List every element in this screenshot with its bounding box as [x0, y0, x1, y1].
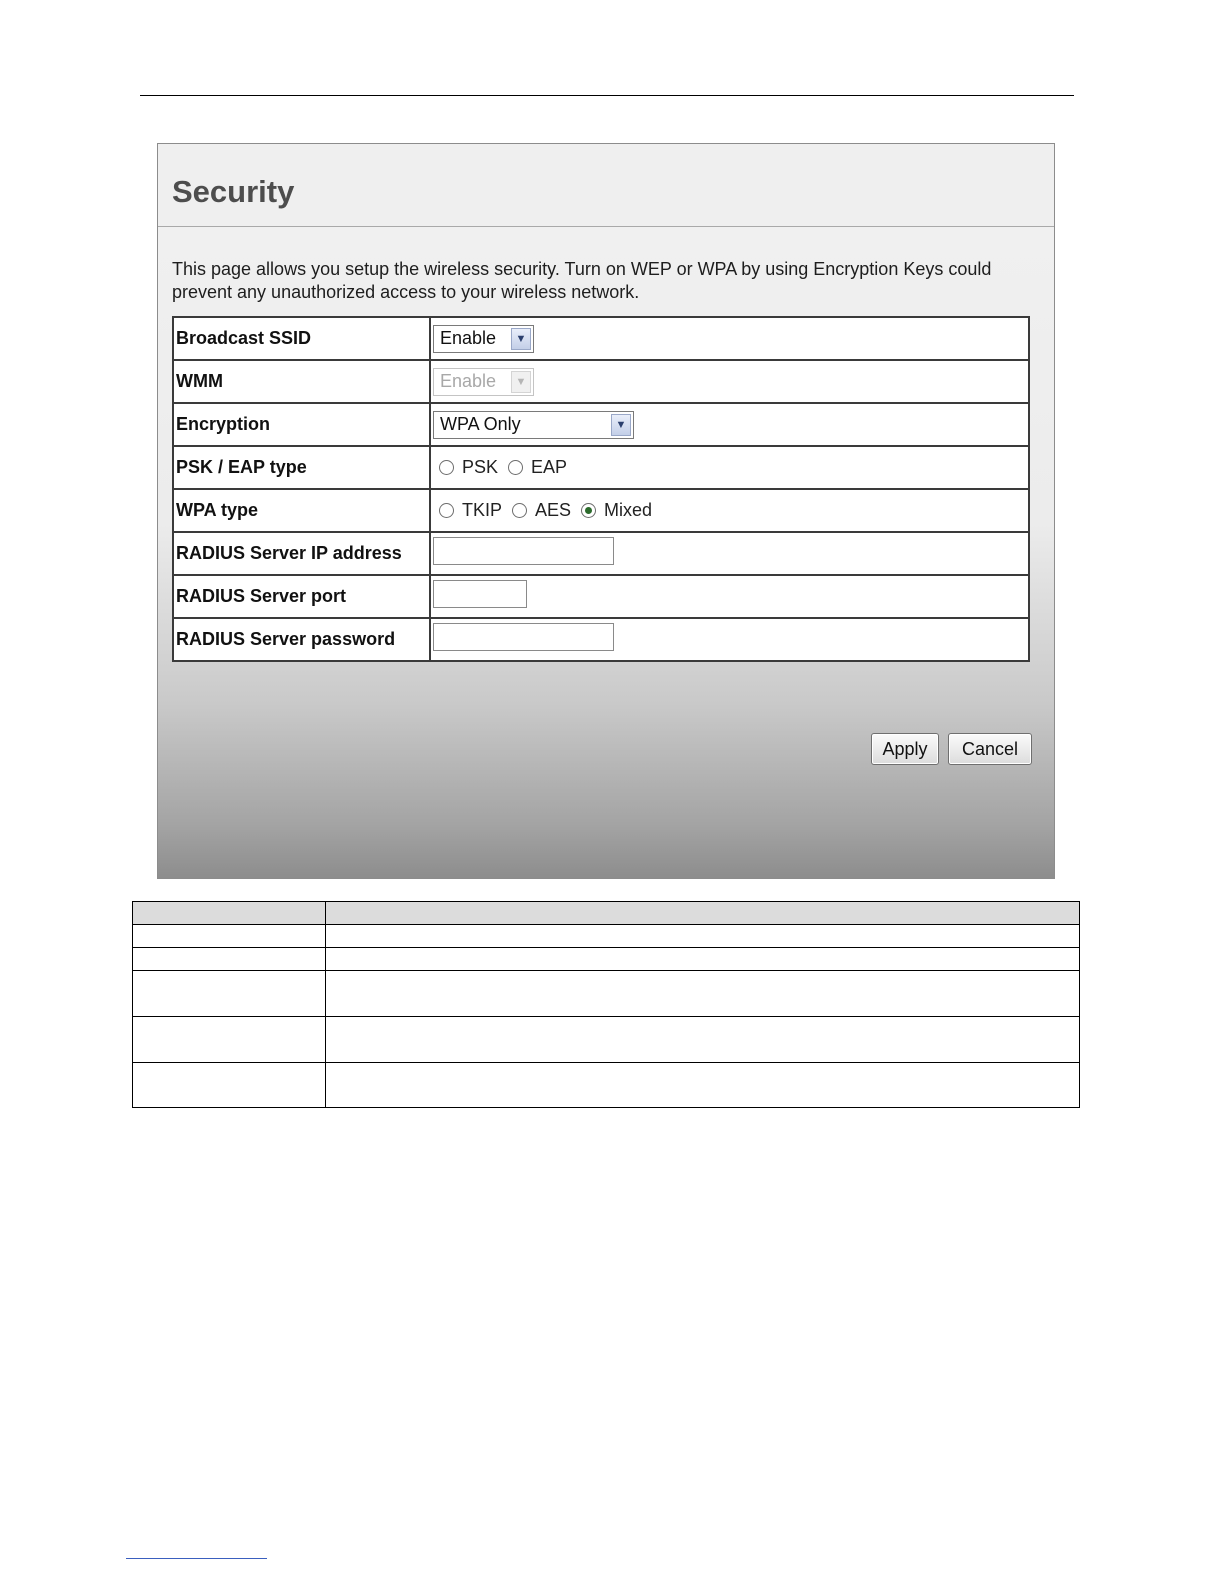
wpa-type-label: WPA type	[173, 489, 430, 532]
apply-button[interactable]: Apply	[871, 733, 939, 765]
tkip-radio[interactable]	[439, 503, 454, 518]
radius-password-input[interactable]	[433, 623, 614, 651]
row-radius-password	[173, 618, 1029, 661]
table-row	[133, 971, 1080, 1017]
psk-eap-radio-group	[433, 457, 1028, 478]
header-rule	[140, 95, 1074, 96]
row-wpa-type	[173, 489, 1029, 532]
encryption-select[interactable]: WPA Only ▼	[433, 411, 634, 439]
page-title: Security	[172, 174, 295, 209]
aes-radio-label: AES	[535, 500, 572, 520]
radius-password-label: RADIUS Server password	[173, 618, 430, 661]
chevron-down-icon: ▼	[511, 328, 531, 350]
chevron-down-icon: ▼	[511, 371, 531, 393]
radius-ip-input[interactable]	[433, 537, 614, 565]
row-radius-port	[173, 575, 1029, 618]
tkip-radio-label: TKIP	[462, 500, 503, 520]
chevron-down-icon: ▼	[611, 414, 631, 436]
encryption-label: Encryption	[173, 403, 430, 446]
psk-radio-label: PSK	[462, 457, 499, 477]
row-broadcast-ssid	[173, 317, 1029, 360]
security-form-table	[172, 316, 1030, 662]
page-description: This page allows you setup the wireless security. Turn on WEP or WPA by using Encryption Keys could prevent any unauthorized access to your wireless network.	[172, 259, 992, 302]
radius-ip-label: RADIUS Server IP address	[173, 532, 430, 575]
eap-radio[interactable]	[508, 460, 523, 475]
broadcast-ssid-select[interactable]: Enable ▼	[433, 325, 534, 353]
table-row	[133, 948, 1080, 971]
wpa-type-radio-group	[433, 500, 1028, 521]
psk-radio[interactable]	[439, 460, 454, 475]
radius-port-input[interactable]	[433, 580, 527, 608]
psk-eap-type-label: PSK / EAP type	[173, 446, 430, 489]
row-encryption	[173, 403, 1029, 446]
mixed-radio[interactable]	[581, 503, 596, 518]
radius-port-label: RADIUS Server port	[173, 575, 430, 618]
aes-radio[interactable]	[512, 503, 527, 518]
eap-radio-label: EAP	[531, 457, 568, 477]
table-header-row	[133, 902, 1080, 925]
wmm-label: WMM	[173, 360, 430, 403]
wmm-select: Enable ▼	[433, 368, 534, 396]
cancel-button[interactable]: Cancel	[948, 733, 1032, 765]
mixed-radio-label: Mixed	[604, 500, 653, 520]
table-row	[133, 1063, 1080, 1108]
security-panel	[157, 143, 1055, 879]
table-row	[133, 1017, 1080, 1063]
row-psk-eap-type	[173, 446, 1029, 489]
footer-link-underline	[126, 1558, 267, 1559]
row-wmm	[173, 360, 1029, 403]
description-table	[132, 901, 1080, 1108]
broadcast-ssid-label: Broadcast SSID	[173, 317, 430, 360]
row-radius-ip	[173, 532, 1029, 575]
table-row	[133, 925, 1080, 948]
